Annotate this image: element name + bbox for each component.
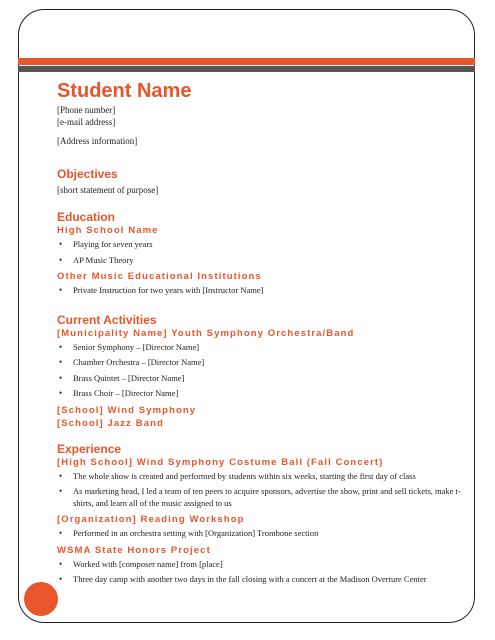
youth-symphony-heading: [Municipality Name] Youth Symphony Orchestra/Band	[57, 327, 355, 339]
other-institutions-heading: Other Music Educational Institutions	[57, 271, 262, 282]
costume-ball-heading: [High School] Wind Symphony Costume Ball (Fall Concert)	[57, 456, 384, 468]
experience-heading: Experience	[57, 441, 122, 456]
reading-workshop-list	[57, 528, 467, 540]
list-item: • AP Music Theory	[57, 255, 467, 267]
youth-symphony-list	[57, 342, 467, 400]
objectives-heading: Objectives	[57, 167, 118, 181]
list-item: • Senior Symphony – [Director Name]	[57, 342, 467, 354]
header-gray-bar	[18, 66, 475, 72]
list-item: • Three day camp with another two days in the fall closing with a concert at the Madison Overture Center	[57, 574, 467, 586]
list-item: • As marketing head, I led a team of ten peers to acquire sponsors, advertise the show, print and sell tickets, make t-shirts, and learn all of the music assigned to us	[57, 486, 467, 509]
address-info: [Address information]	[57, 136, 138, 146]
other-institutions-list	[57, 285, 467, 297]
reading-workshop-heading: [Organization] Reading Workshop	[57, 514, 245, 525]
header-accent-bar	[18, 58, 475, 65]
corner-circle-decoration	[24, 582, 58, 616]
wind-symphony-heading: [School] Wind Symphony	[57, 404, 197, 416]
education-heading: Education	[57, 210, 116, 224]
list-item: • The whole show is created and performed by students within six weeks, starting the first day of class	[57, 471, 467, 483]
list-item: • Private Instruction for two years with [Instructor Name]	[57, 285, 467, 297]
costume-ball-list	[57, 471, 467, 510]
resume-content	[57, 80, 467, 590]
list-item: • Playing for seven years	[57, 239, 467, 251]
activities-heading: Current Activities	[57, 312, 157, 327]
objectives-text: [short statement of purpose]	[57, 185, 159, 195]
email-address: [e-mail address]	[57, 117, 116, 127]
jazz-band-heading: [School] Jazz Band	[57, 417, 164, 429]
phone-number: [Phone number]	[57, 105, 116, 115]
high-school-heading: High School Name	[57, 225, 159, 236]
list-item: • Performed in an orchestra setting with [Organization] Trombone section	[57, 528, 467, 540]
list-item: • Brass Quintet – [Director Name]	[57, 373, 467, 385]
student-name: Student Name	[57, 80, 192, 102]
wsma-list	[57, 559, 467, 586]
list-item: • Worked with [composer name] from [place]	[57, 559, 467, 571]
list-item: • Brass Choir – [Director Name]	[57, 388, 467, 400]
high-school-list	[57, 239, 467, 266]
list-item: • Chamber Orchestra – [Director Name]	[57, 357, 467, 369]
wsma-heading: WSMA State Honors Project	[57, 544, 211, 556]
